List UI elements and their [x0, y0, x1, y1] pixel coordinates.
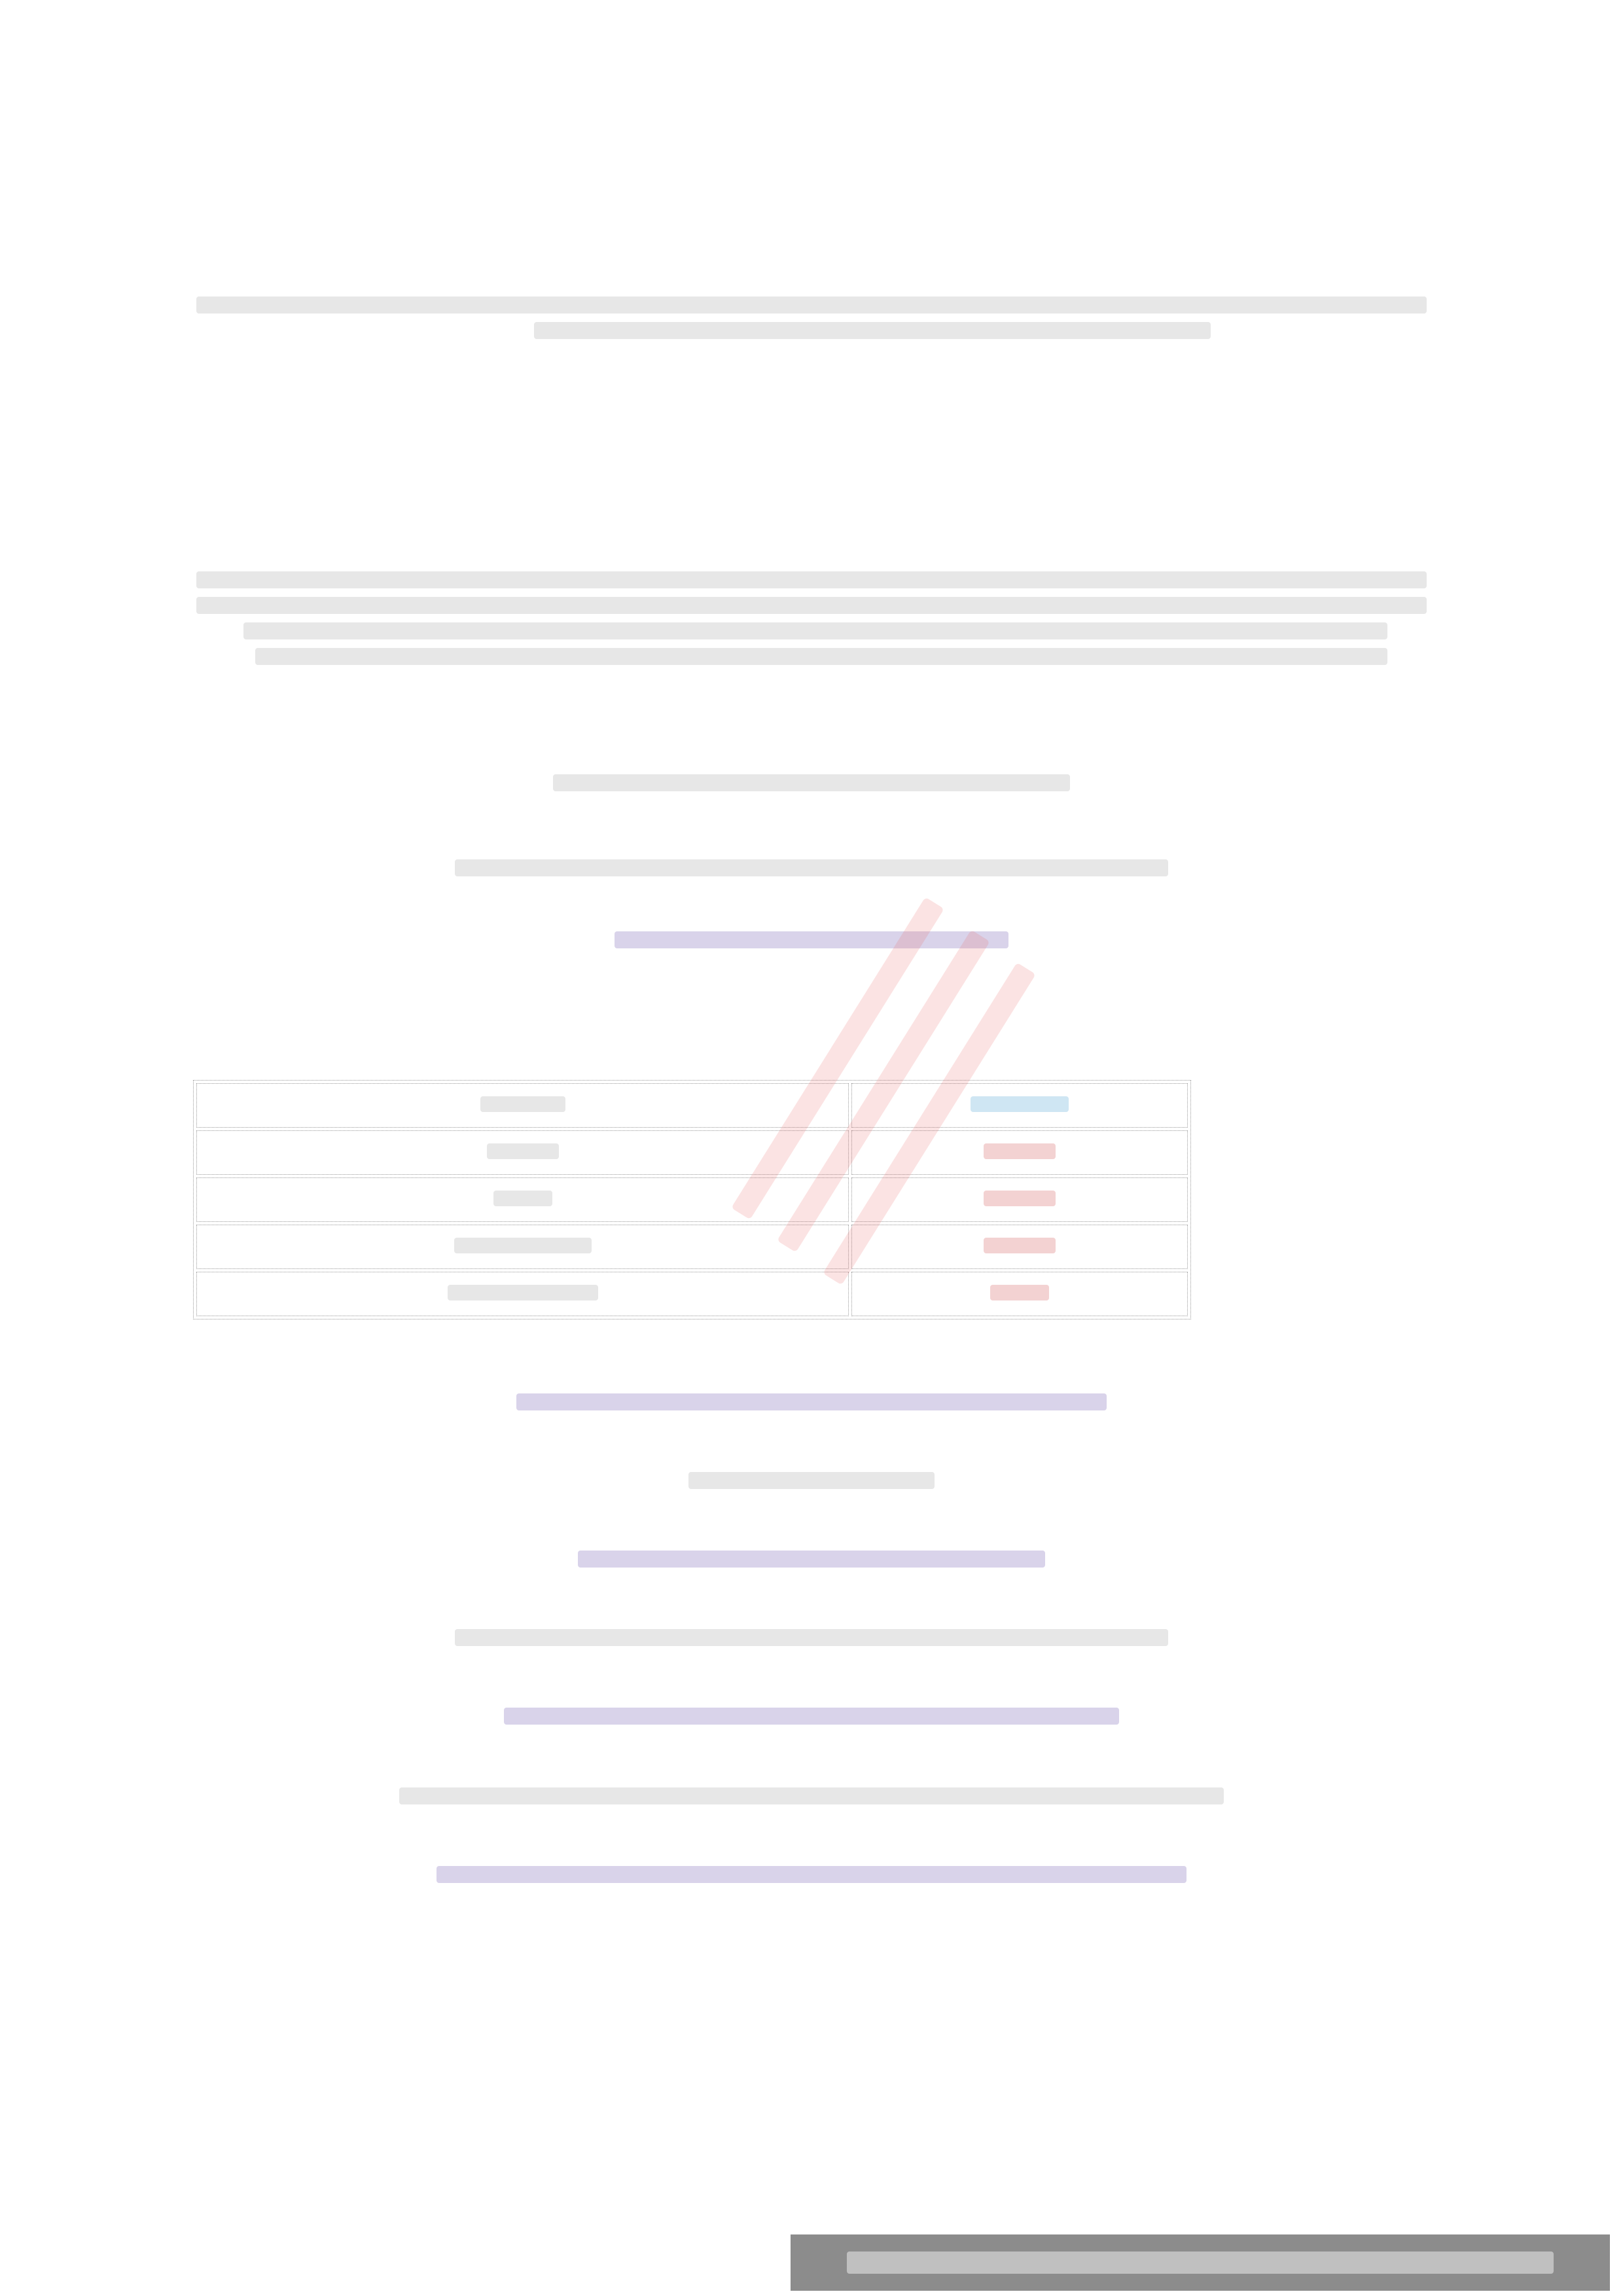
intro-paragraph	[196, 288, 1427, 348]
word-meaning-table	[193, 1080, 1191, 1319]
table-header-word	[851, 1083, 1188, 1128]
answer-b	[196, 1463, 1427, 1498]
table-cell-meaning	[196, 1177, 849, 1222]
table-row	[196, 1130, 1188, 1175]
table-cell-word	[851, 1272, 1188, 1316]
question-d	[196, 1699, 1427, 1733]
table-cell-word	[851, 1225, 1188, 1269]
story-dialogue-2	[196, 851, 1427, 885]
table-row	[196, 1225, 1188, 1269]
story-dialogue-1	[196, 766, 1427, 800]
question-c	[196, 1542, 1427, 1576]
table-cell-word	[851, 1177, 1188, 1222]
table-row	[196, 1177, 1188, 1222]
table-cell-meaning	[196, 1225, 849, 1269]
table-cell-meaning	[196, 1272, 849, 1316]
answer-c	[196, 1621, 1427, 1655]
answer-d	[196, 1779, 1427, 1813]
table-header-row	[196, 1083, 1188, 1128]
story-paragraph	[196, 563, 1427, 673]
table-row	[196, 1272, 1188, 1316]
question-a	[196, 923, 1427, 957]
table-cell-meaning	[196, 1130, 849, 1175]
question-b	[196, 1385, 1427, 1419]
table-cell-word	[851, 1130, 1188, 1175]
table-header-meaning	[196, 1083, 849, 1128]
converter-banner	[791, 2234, 1610, 2291]
question-e	[196, 1857, 1427, 1892]
